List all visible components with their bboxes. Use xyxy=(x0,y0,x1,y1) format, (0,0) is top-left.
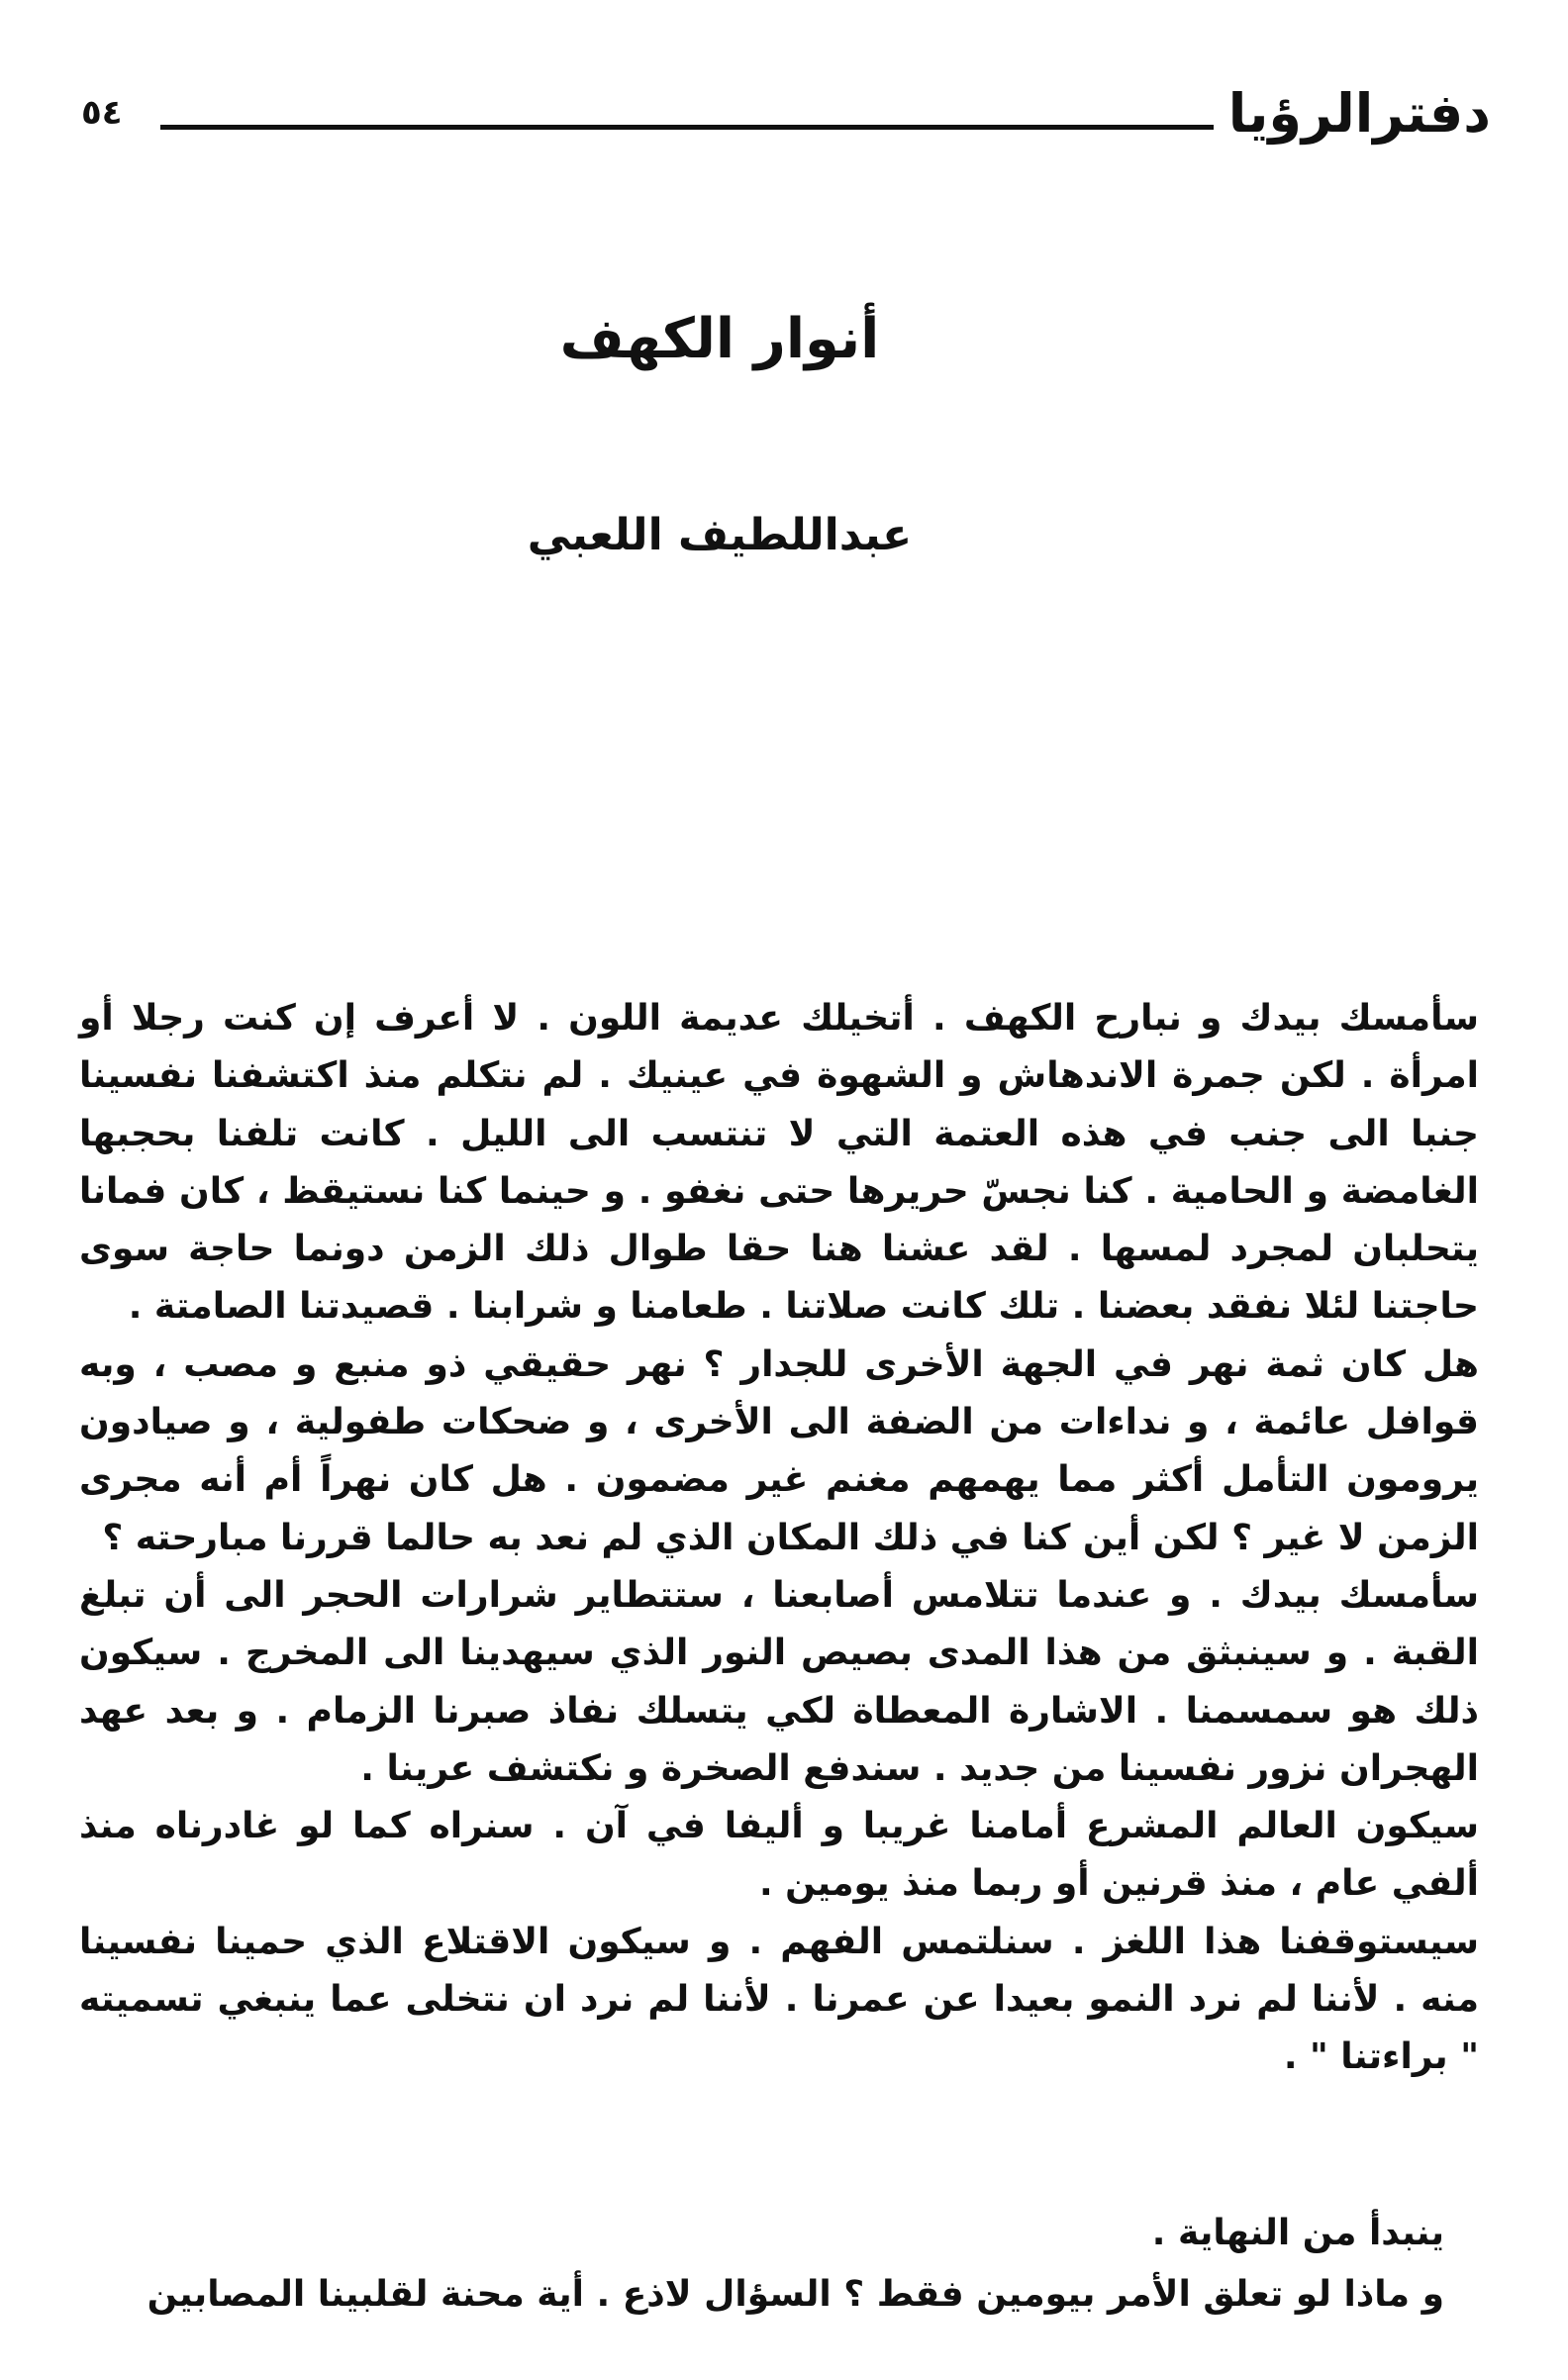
closing-line: و ماذا لو تعلق الأمر بيومين فقط ؟ السؤال لاذع . أية محنة لقلبينا المصابين xyxy=(147,2274,1444,2315)
article-author: عبداللطيف اللعبي xyxy=(527,510,913,560)
paragraph: سأمسك بيدك و نبارح الكهف . أتخيلك عديمة اللون . لا أعرف إن كنت رجلا أو امرأة . لكن جمرة الاندهاش و الشهوة في عينيك . لم نتكلم منذ اكتشفنا نفسينا جنبا الى جنب في هذه العتمة التي لا تنتسب الى الليل . كانت تلفنا بحجبها الغامضة و الحامية . كنا نجسّ حريرها حتى نغفو . و حينما كنا نستيقظ ، كان فمانا يتحلبان لمجرد لمسها . لقد عشنا هنا حقا طوال ذلك الزمن دونما حاجة سوى حاجتنا لئلا نفقد بعضنا . تلك كانت صلاتنا . طعامنا و شرابنا . قصيدتنا الصامتة . xyxy=(79,998,1479,1328)
paragraph: سيكون العالم المشرع أمامنا غريبا و أليفا في آن . سنراه كما لو غادرناه منذ ألفي عام ، منذ قرنين أو ربما منذ يومين . xyxy=(79,1806,1479,1905)
paragraph: هل كان ثمة نهر في الجهة الأخرى للجدار ؟ نهر حقيقي ذو منبع و مصب ، وبه قوافل عائمة ، و نداءات من الضفة الى الأخرى ، و ضحكات طفولية ، و صيادون يرومون التأمل أكثر مما يهمهم مغنم غير مضمون . هل كان نهراً أم أنه مجرى الزمن لا غير ؟ لكن أين كنا في ذلك المكان الذي لم نعد به حالما قررنا مبارحته ؟ xyxy=(79,1343,1479,1558)
paragraph: سأمسك بيدك . و عندما تتلامس أصابعنا ، ستتطاير شرارات الحجر الى أن تبلغ القبة . و سينبثق من هذا المدى بصيص النور الذي سيهدينا الى المخرج . سيكون ذلك هو سمسمنا . الاشارة المعطاة لكي يتسلك نفاذ صبرنا الزمام . و بعد عهد الهجران نزور نفسينا من جديد . سندفع الصخرة و نكتشف عرينا . xyxy=(79,1574,1479,1789)
header-rule xyxy=(160,125,1214,130)
page-number: ٥٤ xyxy=(81,93,123,133)
journal-title: دفترالرؤيا xyxy=(1227,82,1491,145)
closing-line: ينبدأ من النهاية . xyxy=(1151,2213,1444,2253)
article-body xyxy=(79,990,1479,2087)
article-title: أنوار الكهف xyxy=(559,307,880,371)
page-header xyxy=(81,79,1491,149)
paragraph: سيستوقفنا هذا اللغز . سنلتمس الفهم . و سيكون الاقتلاع الذي حمينا نفسينا منه . لأننا لم نرد النمو بعيدا عن عمرنا . لأننا لم نرد ان نتخلى عما ينبغي تسميته " براءتنا " . xyxy=(79,1921,1479,2078)
closing-lines xyxy=(129,2203,1444,2326)
